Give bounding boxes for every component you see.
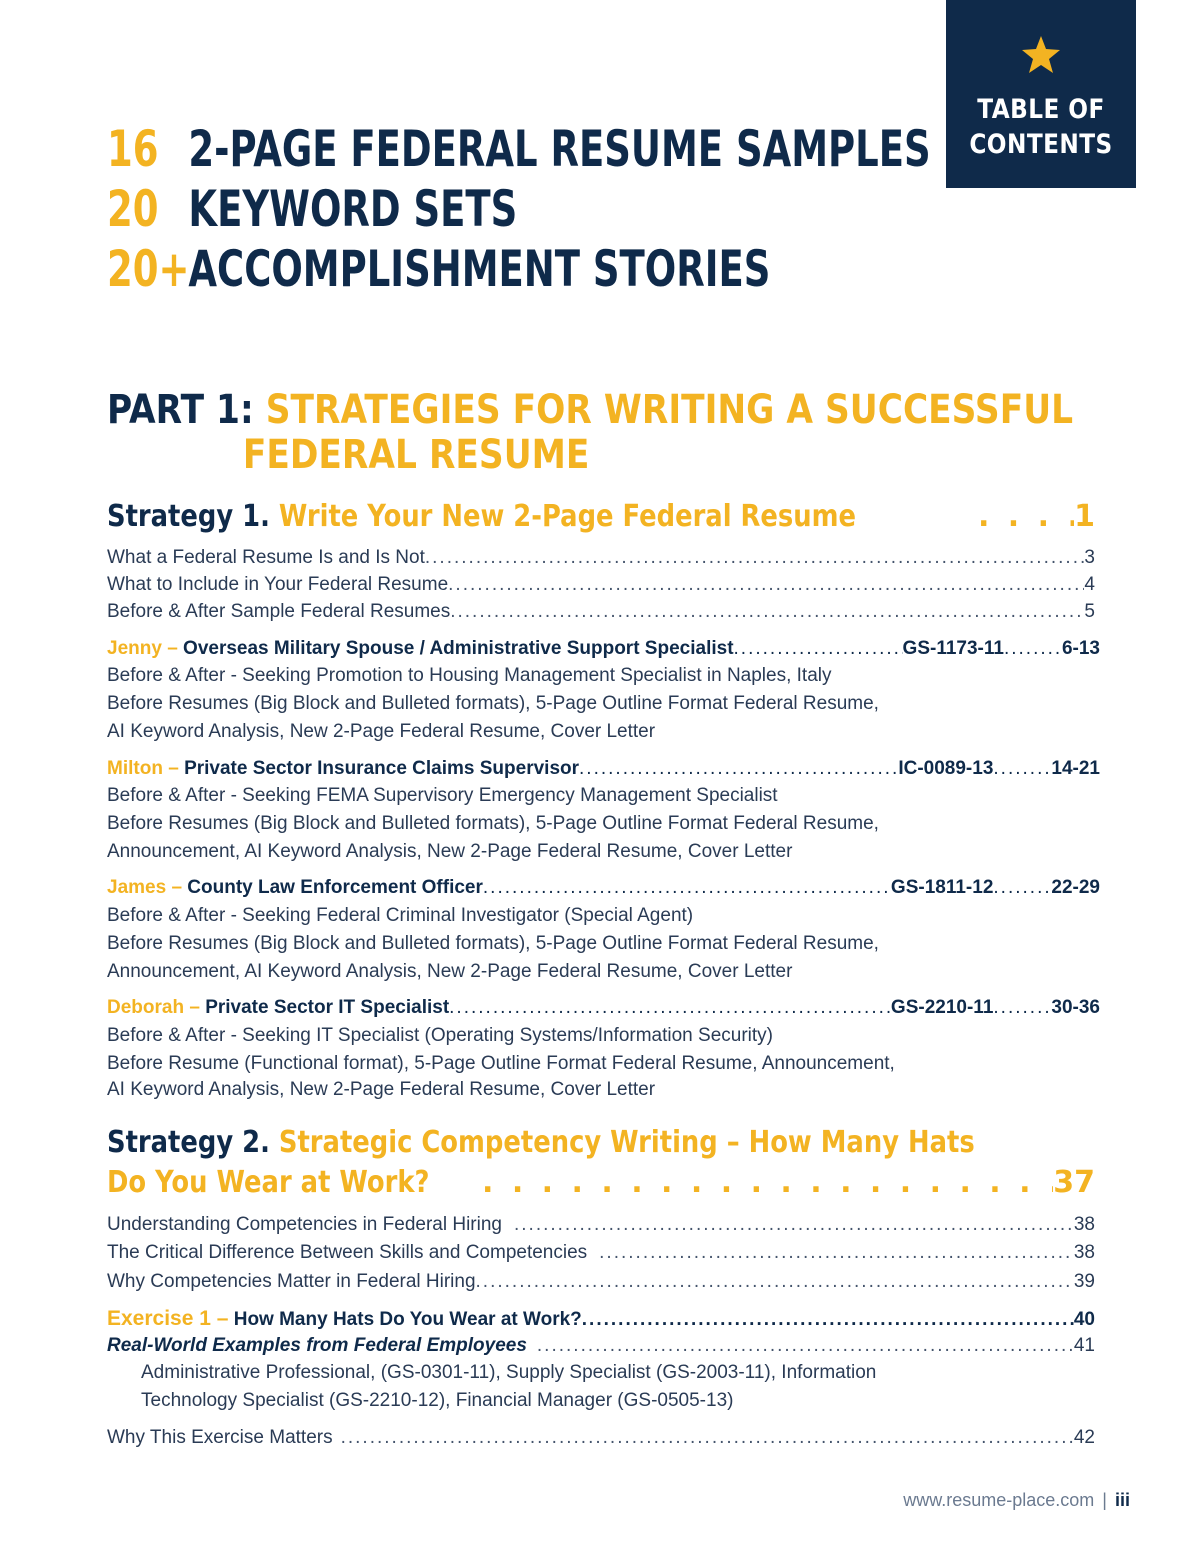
toc-row-title: Before & After Sample Federal Resumes [107, 601, 451, 622]
toc-row-title: What a Federal Resume Is and Is Not [107, 547, 425, 568]
stat-resume-samples [107, 120, 931, 178]
stat-keyword-sets [107, 180, 517, 238]
examples-description: Technology Specialist (GS-2210-12), Financial Manager (GS-0505-13) [141, 1390, 734, 1411]
leader-dots [476, 1268, 1074, 1296]
strategy-title: Write Your New 2-Page Federal Resume [278, 499, 857, 534]
stat-accomplishment-stories [107, 240, 770, 298]
sample-description: Before & After - Seeking IT Specialist (Operating Systems/Information Security) [107, 1025, 773, 1046]
toc-row[interactable] [107, 1424, 1095, 1452]
toc-row-title: The Critical Difference Between Skills and Competencies [107, 1242, 588, 1263]
page-number: 4 [1084, 574, 1095, 595]
toc-row[interactable] [107, 571, 1095, 599]
sample-description: AI Keyword Analysis, New 2-Page Federal Resume, Cover Letter [107, 1079, 656, 1100]
page-number: 38 [1073, 1242, 1095, 1263]
sample-name: Milton – [107, 758, 179, 779]
sample-entry-deborah[interactable] [107, 994, 1100, 1022]
strategy-label: Strategy 2. [107, 1125, 270, 1160]
leader-dots [579, 755, 898, 783]
footer-url[interactable]: www.resume-place.com [903, 1490, 1095, 1510]
strategy-2-heading-line-2[interactable] [107, 1163, 1095, 1203]
badge-line-2: CONTENTS [969, 129, 1113, 160]
toc-row[interactable] [107, 544, 1095, 572]
toc-row[interactable] [107, 598, 1095, 626]
leader-dots [734, 635, 903, 663]
sample-description: Before & After - Seeking Federal Criminal Investigator (Special Agent) [107, 905, 694, 926]
leader-dots [1004, 635, 1062, 663]
page-number: 5 [1084, 601, 1095, 622]
leader-dots [993, 994, 1051, 1022]
stat-number: 20 [107, 180, 159, 238]
leader-dots [514, 1211, 1074, 1239]
sample-entry-james[interactable] [107, 874, 1100, 902]
stat-number: 20+ [107, 240, 190, 298]
leader-dots [425, 544, 1085, 572]
part-heading [107, 387, 1074, 478]
footer-separator: | [1102, 1490, 1107, 1510]
sample-description: Before & After - Seeking Promotion to Housing Management Specialist in Naples, Italy [107, 665, 832, 686]
toc-row-title: Understanding Competencies in Federal Hiring [107, 1214, 502, 1235]
sample-role: Private Sector IT Specialist [205, 997, 450, 1018]
page-range: 14-21 [1051, 758, 1100, 779]
sample-entry-milton[interactable] [107, 755, 1100, 783]
toc-row-title: Real-World Examples from Federal Employees [107, 1335, 527, 1356]
part-title-line-1: STRATEGIES FOR WRITING A SUCCESSFUL [265, 387, 1074, 433]
sample-description: Before Resume (Functional format), 5-Page Outline Format Federal Resume, Announcement, [107, 1053, 895, 1074]
strategy-title: Strategic Competency Writing – How Many Hats [278, 1125, 975, 1160]
strategy-label: Strategy 1. [107, 499, 270, 534]
sample-grade: GS-1811-12 [890, 877, 994, 898]
toc-badge [946, 0, 1136, 188]
toc-row[interactable] [107, 1239, 1095, 1267]
exercise-title: How Many Hats Do You Wear at Work? [233, 1309, 582, 1330]
toc-row-title: Why Competencies Matter in Federal Hiring [107, 1271, 476, 1292]
sample-name: James – [107, 877, 183, 898]
leader-dots [993, 755, 1051, 783]
leader-dots [978, 497, 1074, 537]
sample-role: Private Sector Insurance Claims Supervisor [184, 758, 580, 779]
leader-dots [482, 1163, 1053, 1203]
sample-description: Announcement, AI Keyword Analysis, New 2-Page Federal Resume, Cover Letter [107, 841, 793, 862]
page-number: 1 [1074, 499, 1095, 534]
leader-dots [341, 1424, 1074, 1452]
stat-text: KEYWORD SETS [188, 180, 518, 238]
badge-line-1: TABLE OF [977, 94, 1105, 125]
page-footer [903, 1490, 1130, 1511]
toc-row-title: What to Include in Your Federal Resume [107, 574, 449, 595]
page-number: 3 [1084, 547, 1095, 568]
footer-page-number: iii [1114, 1490, 1130, 1510]
stat-number: 16 [107, 120, 159, 178]
sample-grade: GS-2210-11 [890, 997, 994, 1018]
stat-text: ACCOMPLISHMENT STORIES [188, 240, 771, 298]
leader-dots [450, 598, 1084, 626]
part-title-line-2: FEDERAL RESUME [242, 432, 590, 478]
sample-grade: IC-0089-13 [898, 758, 994, 779]
sample-entry-jenny[interactable] [107, 635, 1100, 663]
toc-row-examples[interactable] [107, 1332, 1095, 1360]
page-range: 6-13 [1061, 638, 1100, 659]
stat-text: 2-PAGE FEDERAL RESUME SAMPLES [188, 120, 931, 178]
sample-grade: GS-1173-11 [902, 638, 1004, 659]
part-label: PART 1: [107, 387, 254, 433]
sample-description: Announcement, AI Keyword Analysis, New 2-Page Federal Resume, Cover Letter [107, 961, 793, 982]
exercise-1-entry[interactable] [107, 1305, 1095, 1333]
page-number: 38 [1073, 1214, 1095, 1235]
strategy-2-heading-line-1[interactable] [107, 1123, 1095, 1163]
sample-role: Overseas Military Spouse / Administrative Support Specialist [183, 638, 734, 659]
strategy-title: Do You Wear at Work? [107, 1165, 430, 1200]
leader-dots [599, 1239, 1074, 1267]
page-number: 37 [1053, 1165, 1095, 1200]
strategy-1-heading[interactable] [107, 497, 1095, 537]
leader-dots [537, 1332, 1074, 1360]
star-icon [1021, 36, 1061, 74]
page-range: 30-36 [1051, 997, 1100, 1018]
leader-dots [448, 571, 1084, 599]
leader-dots [582, 1306, 1074, 1334]
toc-row-title: Why This Exercise Matters [107, 1427, 333, 1448]
leader-dots [449, 994, 891, 1022]
sample-description: Before Resumes (Big Block and Bulleted formats), 5-Page Outline Format Federal Resume, [107, 693, 879, 714]
page-number: 39 [1073, 1271, 1095, 1292]
page-number: 41 [1073, 1335, 1095, 1356]
leader-dots [483, 874, 891, 902]
page-number: 42 [1073, 1427, 1095, 1448]
sample-description: Before Resumes (Big Block and Bulleted formats), 5-Page Outline Format Federal Resume, [107, 933, 879, 954]
sample-role: County Law Enforcement Officer [187, 877, 483, 898]
sample-name: Deborah – [107, 997, 200, 1018]
sample-description: Before Resumes (Big Block and Bulleted formats), 5-Page Outline Format Federal Resume, [107, 813, 879, 834]
toc-badge-label [959, 92, 1122, 162]
page-range: 22-29 [1051, 877, 1100, 898]
page-number: 40 [1073, 1309, 1095, 1330]
exercise-name: Exercise 1 – [107, 1307, 229, 1330]
sample-description: AI Keyword Analysis, New 2-Page Federal Resume, Cover Letter [107, 721, 656, 742]
toc-row[interactable] [107, 1211, 1095, 1239]
sample-name: Jenny – [107, 638, 178, 659]
examples-description: Administrative Professional, (GS-0301-11), Supply Specialist (GS-2003-11), Information [141, 1362, 877, 1383]
leader-dots [993, 874, 1051, 902]
toc-row[interactable] [107, 1268, 1095, 1296]
sample-description: Before & After - Seeking FEMA Supervisory Emergency Management Specialist [107, 785, 778, 806]
